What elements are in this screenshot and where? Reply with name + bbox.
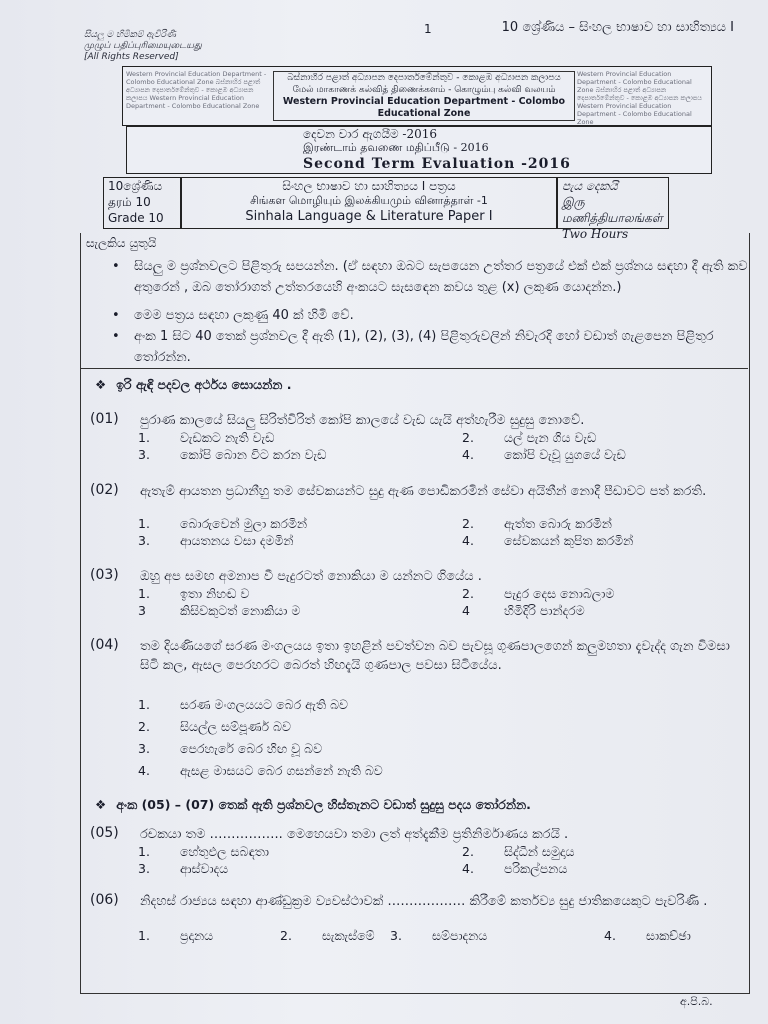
question-number: (02) xyxy=(90,482,119,498)
option-4: 4. සේවකයන් කුපිත කරමින් xyxy=(462,533,634,548)
question-number: (05) xyxy=(90,825,119,841)
instructions-title: සැලකිය යුතුයි xyxy=(86,236,157,250)
grade-en: Grade 10 xyxy=(108,211,164,225)
option-1: 1. බොරුවෙන් මුලා කරමින් xyxy=(138,516,308,531)
option-1: 1. සරණ මංගලයයට බෙර ඇති බව xyxy=(138,697,348,712)
option-4: 4. පරිකල්පනය xyxy=(462,861,568,876)
question-text: නිදහස් රාජ්‍යය සඳහා ආණ්ඩුක්‍රම ව්‍යවස්ථාවක් ……………… කිරීමේ කර්තව්‍ය සුදු ජාතිකයෙකුට පැවරිණි . xyxy=(140,894,708,909)
paper-en: Sinhala Language & Literature Paper I xyxy=(245,209,493,224)
bullet-icon: • xyxy=(112,308,120,323)
option-4: 4. සාකච්ඡා xyxy=(604,928,691,943)
evaluation-en: Second Term Evaluation -2016 xyxy=(303,156,571,172)
question-number: (06) xyxy=(90,892,119,908)
option-2: 2. ඇත්ත බොරු කරමින් xyxy=(462,516,612,531)
rights-si: සියලු ම හිමිකම් ඇවිරිණි xyxy=(84,30,177,40)
option-3: 3. පෙරහැරේ බෙර හිඟ වූ බව xyxy=(138,741,323,756)
grade-box xyxy=(103,177,181,229)
department-si: බස්නාහිර පළාත් අධ්‍යාපන දෙපාර්තමේන්තුව - කොළඹ අධ්‍යාපන කලාපය xyxy=(287,73,561,83)
question-text: තම දියණියගේ සරණ මංගලයය ඉතා ඉහළින් පවත්වන බව පැවසූ ගුණපාලගෙන් කලුමහතා දැවැද්ද ගැන විමසා සිටි කල, ඇසල පෙරහරට බෙරත් හිඟදැයි ගුණපාල පවසා සිටියේය. xyxy=(140,639,730,673)
grade-ta: தரம் 10 xyxy=(108,195,151,209)
option-3: 3. කෝපි බොන විට කරන වැඩ xyxy=(138,447,327,462)
evaluation-si: දෙවන වාර ඇගයීම -2016 xyxy=(303,127,437,141)
option-2: 2. සියල්ල සම්පූර්ණ බව xyxy=(138,719,291,734)
diamond-icon: ❖ xyxy=(95,377,107,392)
department-en: Western Provincial Education Department - Colombo Educational Zone xyxy=(282,96,566,119)
bullet-icon: • xyxy=(112,329,120,344)
grade-si: 10ශ්‍රේණිය xyxy=(108,179,163,193)
duration-si: පැය දෙකයි xyxy=(562,179,618,193)
paper-ta: சிங்கள மொழியும் இலக்கியமும் வினாத்தாள் -1 xyxy=(250,194,488,207)
paper-title-box xyxy=(181,177,557,229)
department-watermark-right: Western Provincial Education Department - Colombo Educational Zone බස්නාහිර පළාත් අධ්‍යාපන දෙපාර්තමේන්තුව - කොළඹ අධ්‍යාපන කලාපය Western Provincial Education Department - Colombo Educational Zone xyxy=(577,70,702,126)
question-number: (01) xyxy=(90,411,119,427)
option-2: 2. යල් පැන ගිය වැඩ xyxy=(462,430,597,445)
option-4: 4. ඇසළ මාසයට බෙර ගසන්නේ නැති බව xyxy=(138,763,383,778)
option-4: 4. කෝපි වැවූ යුගයේ වැඩ xyxy=(462,447,626,462)
option-1: 1. ප්‍රදානය xyxy=(138,928,214,943)
option-1: 1. ඉතා නිහඬ ව xyxy=(138,586,250,601)
diamond-icon: ❖ xyxy=(95,797,107,812)
evaluation-ta: இரண்டாம் தவணை மதிப்பீடு - 2016 xyxy=(303,141,489,154)
option-4: 4 හිමිදිරි පාන්දරම xyxy=(462,603,585,618)
option-3: 3. ආස්වාදය xyxy=(138,861,229,876)
evaluation-banner xyxy=(126,126,712,174)
option-1: 1. හේතුඵල සබඳතා xyxy=(138,844,270,859)
page-number: 1 xyxy=(424,22,432,36)
department-ta: மேல் மாகாணக் கல்வித் திணைக்களம் - கொழும்பு கல்வி வலயம் xyxy=(292,85,556,95)
duration-en: Two Hours xyxy=(562,227,629,241)
rights-ta: முழுப் பதிப்புரிமையுடையது xyxy=(84,41,202,51)
option-1: 1. වැඩකට නැති වැඩ xyxy=(138,430,275,445)
department-banner xyxy=(122,66,712,126)
question-text: ඔහු අප සමඟ අමනාප වී පැදුරටත් නොකියා ම යන්නට ගියේය . xyxy=(140,569,482,584)
bullet-icon: • xyxy=(112,259,120,274)
section-heading-meanings: ❖ ඉරි ඇඳි පදවල අර්ථය සොයන්න . xyxy=(95,377,292,392)
question-number: (04) xyxy=(90,637,119,653)
question-number: (03) xyxy=(90,567,119,583)
question-text: ඇතැම් ආයතන ප්‍රධානීහු තම සේවකයන්ට සුදු ඇණ පොඩිකරමින් සේවා අයිතීන් නොදී පීඩාවට පත් කරති. xyxy=(140,484,707,499)
option-2: 2. සැකැස්මේ xyxy=(280,928,375,943)
option-2: 2. පැදුර දෙස නොබලාම xyxy=(462,586,615,601)
option-2: 2. සිද්ධීන් සමුදාය xyxy=(462,844,575,859)
section-heading-blanks: ❖ අංක (05) – (07) තෙක් ඇති ප්‍රශ්නවල හිස්තැනට වඩාත් සුදුසු පදය තෝරන්න. xyxy=(95,797,531,812)
duration-box xyxy=(557,177,669,241)
divider xyxy=(80,368,748,369)
option-3: 3 කිසිවකුටත් නොකියා ම xyxy=(138,603,301,618)
option-3: 3. ආයතනය වසා දමමින් xyxy=(138,533,294,548)
question-text: පුරාණ කාලයේ සියලු සිරිත්විරිත් කෝපි කාලයේ වැඩ යැයි අත්හැරීම සුදුසු නොවේ. xyxy=(140,413,585,428)
paper-si: සිංහල භාෂාව හා සාහිත්‍යය I පත්‍රය xyxy=(282,179,456,193)
rights-notice xyxy=(84,30,202,63)
footer-initials: අ.පි.බ. xyxy=(680,995,713,1008)
duration-ta: இரு மணித்தியாலங்கள் xyxy=(562,195,663,225)
exam-page: සියලු ම හිමිකම් ඇවිරිණි முழுப் பதிப்புரிமையுடையது [All Rights Reserved] 1 10 ශ්‍රේණිය – සිංහල භාෂාව හා සාහිත්‍යය I Western Provincial Education Department - Colombo Educational Zone බස්නාහිර පළාත් අධ්‍යාපන දෙපාර්තමේන්තුව - කොළඹ අධ්‍යාපන කලාපය Western Provincial Education Department - Colombo Educational Zone බස්නාහිර පළාත් අධ්‍යාපන දෙපාර්තමේන්තුව - කොළඹ අධ්‍යාපන කලාපය மேல் மாகாணக் கல்வித் திணைக்களம் - கொழும்பு கல்வி வலயம் Western Provincial Education Department - Colombo Educational Zone Western Provincial Education Department - Colombo Educational Zone බස්නාහිර පළාත් අධ්‍යාපන දෙපාර්තමේන්තුව - කොළඹ අධ්‍යාපන කලාපය Western Provincial Education Department - Colombo Educational Zone දෙවන වාර ඇගයීම -2016 இரண்டாம் தவணை மதிப்பீடு - 2016 Second Term Evaluation -2016 10ශ්‍රේණිය தரம் 10 Grade 10 සිංහල භාෂාව හා සාහිත්‍යය I පත්‍රය சிங்கள மொழியும் இலக்கியமும் வினாத்தாள் -1 Sinhala Language & Literature Paper I පැය දෙකයි இரு மணித்தியாலங்கள் Two Hours සැලකිය යුතුයි • සියලු ම ප්‍රශ්නවලට පිළිතුරු සපයන්න. (ඒ සඳහා ඔබට සැපයෙන උත්තර පත්‍රයේ එක් එක් ප්‍රශ්නය සඳහා දී ඇති කව අතුරෙන් , ඔබ තෝරාගත් උත්තරයෙහි අංකයට සැසඳෙන කවය තුළ (x) ලකුණ යොදන්න.) • මෙම පත්‍රය සඳහා ලකුණු 40 ක් හිමි වේ. • අංක 1 සිට 40 තෙක් ප්‍රශ්නවල දී ඇති (1), (2), (3), (4) පිළිතුරුවලින් නිවැරදි හෝ වඩාත් ගැළපෙන පිළිතුර තෝරන්න. ❖ ඉරි ඇඳි පදවල අර්ථය සොයන්න . (01) පුරාණ කාලයේ සියලු සිරිත්විරිත් කෝපි කාලයේ වැඩ යැයි අත්හැරීම සුදුසු නොවේ. 1. වැඩකට නැති වැඩ 2. යල් පැන ගිය වැඩ 3. කෝපි බොන විට කරන වැඩ 4. කෝපි වැවූ යුගයේ වැඩ (02) ඇතැම් ආයතන ප්‍රධානීහු තම සේවකයන්ට සුදු ඇණ පොඩිකරමින් සේවා අයිතීන් නොදී පීඩාවට පත් කරති. 1. බොරුවෙන් මුලා කරමින් 2. ඇත්ත බොරු කරමින් 3. ආයතනය වසා දමමින් 4. සේවකයන් කුපිත කරමින් (03) ඔහු අප සමඟ අමනාප වී පැදුරටත් නොකියා ම යන්නට ගියේය . 1. ඉතා නිහඬ ව 2. පැදුර දෙස නොබලාම 3 කිසිවකුටත් නොකියා ම 4 හිමිදිරි පාන්දරම (04) තම දියණියගේ සරණ මංගලයය ඉතා ඉහළින් පවත්වන බව පැවසූ ගුණපාලගෙන් කලුමහතා දැවැද්ද ගැන විමසා සිටි කල, ඇසල පෙරහරට බෙරත් හිඟදැයි ගුණපාල පවසා සිටියේය. 1. සරණ මංගලයයට බෙර ඇති බව 2. සියල්ල සම්පූර්ණ බව 3. පෙරහැරේ බෙර හිඟ වූ බව 4. ඇසළ මාසයට බෙර ගසන්නේ නැති බව ❖ අංක (05) – (07) තෙක් ඇති ප්‍රශ්නවල හිස්තැනට වඩාත් සුදුසු පදය තෝරන්න. (05) රචකයා තම …………….. මෙහෙයවා තමා ලත් අත්දැකීම ප්‍රතිනිර්මාණය කරයි . 1. හේතුඵල සබඳතා 2. සිද්ධීන් සමුදාය 3. ආස්වාදය 4. පරිකල්පනය (06) නිදහස් රාජ්‍යය සඳහා ආණ්ඩුක්‍රම ව්‍යවස්ථාවක් ……………… කිරීමේ කර්තව්‍ය සුදු ජාතිකයෙකුට පැවරිණි . 1. ප්‍රදානය 2. සැකැස්මේ 3. සම්පාදනය 4. සාකච්ඡා අ.පි.බ. xyxy=(0,0,768,1024)
question-text: රචකයා තම …………….. මෙහෙයවා තමා ලත් අත්දැකීම ප්‍රතිනිර්මාණය කරයි . xyxy=(140,827,569,842)
rights-en: [All Rights Reserved] xyxy=(84,52,179,62)
subject-header: 10 ශ්‍රේණිය – සිංහල භාෂාව හා සාහිත්‍යය I xyxy=(501,20,734,35)
department-watermark-left: Western Provincial Education Department - Colombo Educational Zone බස්නාහිර පළාත් අධ්‍යාපන දෙපාර්තමේන්තුව - කොළඹ අධ්‍යාපන කලාපය Western Provincial Education Department - Colombo Educational Zone xyxy=(126,70,267,110)
option-3: 3. සම්පාදනය xyxy=(390,928,488,943)
department-title xyxy=(273,71,575,121)
